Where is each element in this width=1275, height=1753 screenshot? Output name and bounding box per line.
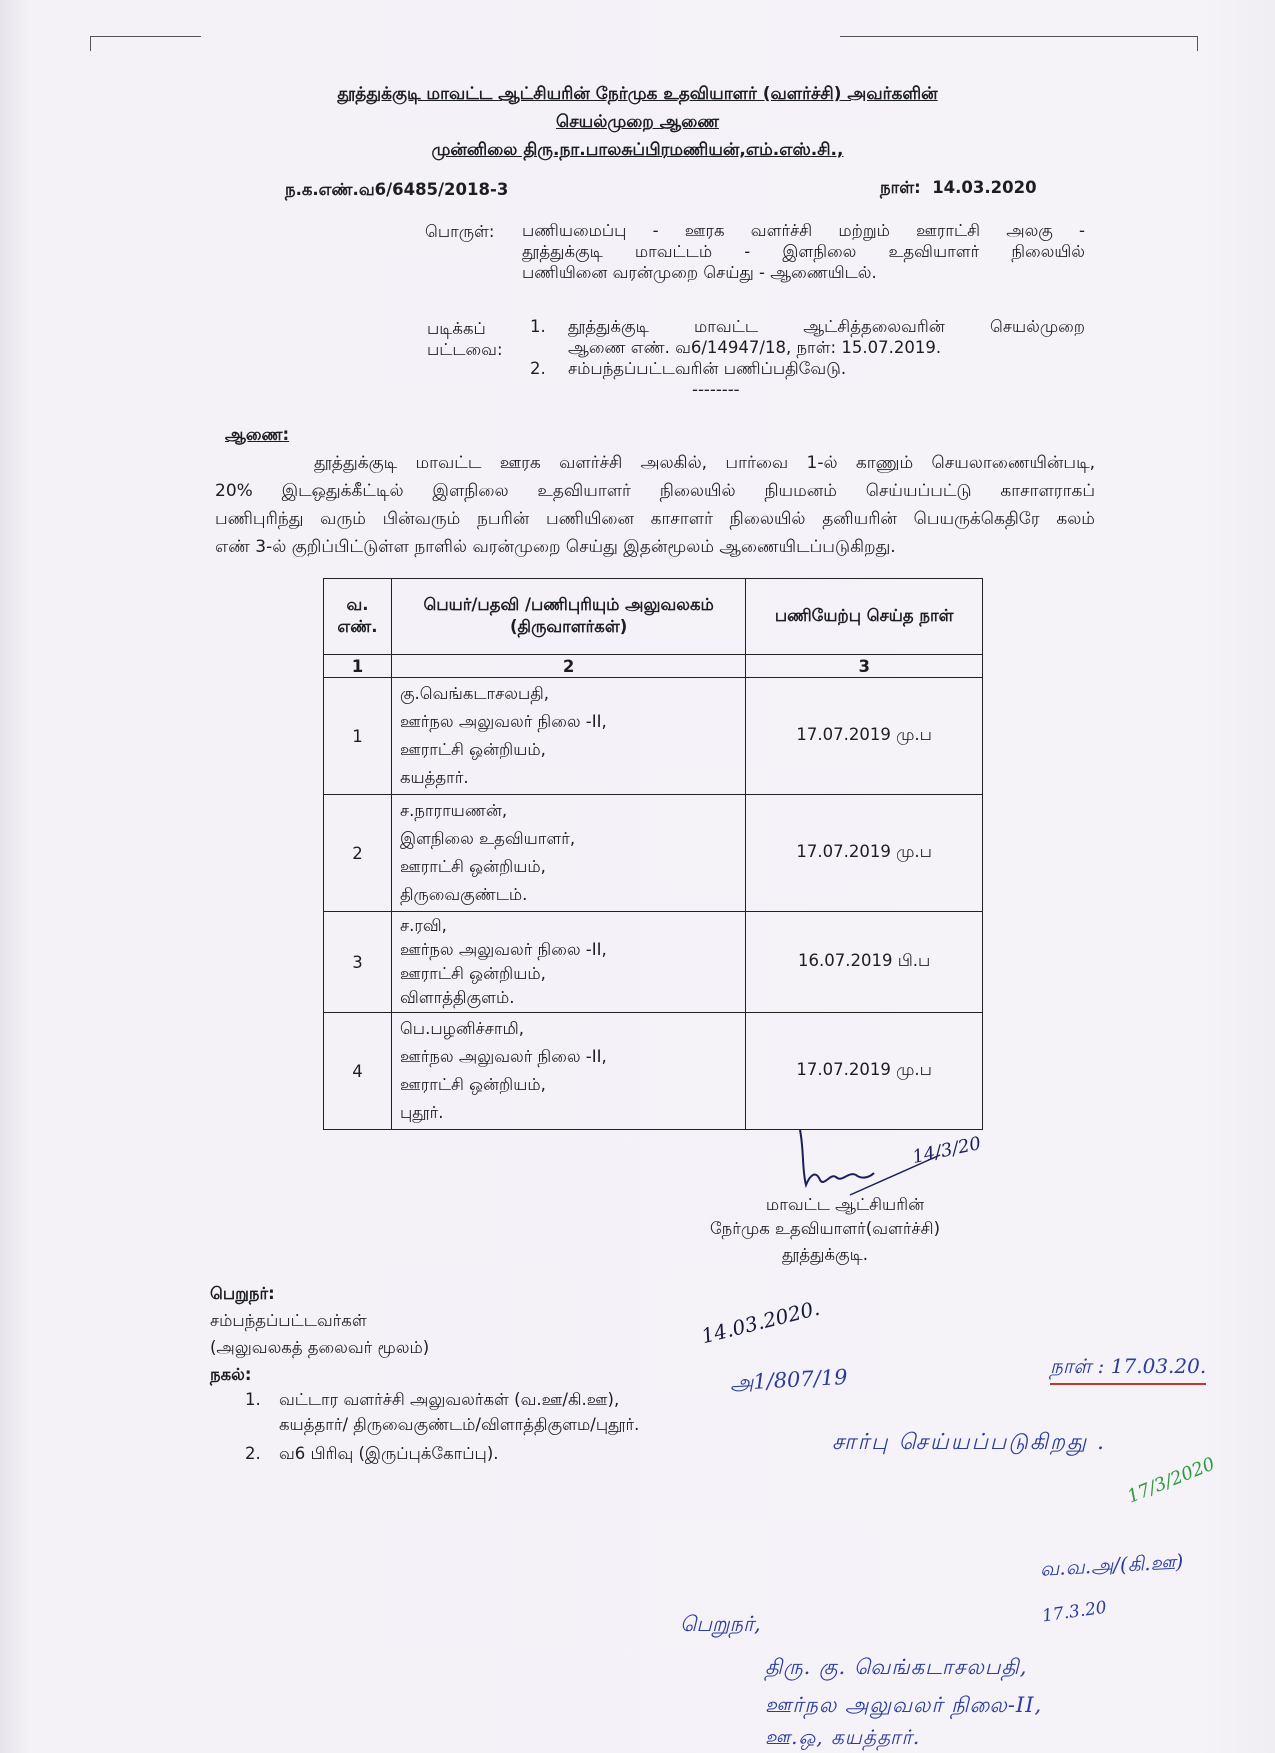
table-row: 4 பெ.பழனிச்சாமி, ஊர்நல அலுவலர் நிலை -II, ஊராட்சி ஒன்றியம், புதூர். 17.07.2019 மு.ப xyxy=(324,1013,983,1130)
order-line: தூத்துக்குடி மாவட்ட ஊரக வளர்ச்சி அலகில், பார்வை 1-ல் காணும் செயலாணையின்படி, xyxy=(314,453,1095,473)
subject-line: பணியினை வரன்முறை செய்து - ஆணையிடல். xyxy=(522,263,877,282)
order-line: எண் 3-ல் குறிப்பிட்டுள்ள நாளில் வரன்முறை செய்து இதன்மூலம் ஆணையிடப்படுகிறது. xyxy=(215,537,896,557)
table-row: 3 ச.ரவி, ஊர்நல அலுவலர் நிலை -II, ஊராட்சி ஒன்றியம், விளாத்திகுளம். 16.07.2019 பி.ப xyxy=(324,912,983,1013)
handwritten-address-line: ஊ.ஒ, கயத்தார். xyxy=(765,1725,921,1749)
table-row: 2 ச.நாராயணன், இளநிலை உதவியாளர், ஊராட்சி ஒன்றியம், திருவைகுண்டம். 17.07.2019 மு.ப xyxy=(324,795,983,912)
handwritten-address-label: பெறுநர், xyxy=(680,1612,761,1636)
handwritten-address-line: ஊர்நல அலுவலர் நிலை-II, xyxy=(765,1693,1043,1717)
handwritten-address-line: திரு. கு. வெங்கடாசலபதி, xyxy=(765,1655,1028,1679)
copy-item: 2. வ6 பிரிவு (இருப்புக்கோப்பு). xyxy=(245,1444,499,1463)
references-divider: -------- xyxy=(692,380,740,399)
handwritten-received-date: நாள் : 17.03.20. xyxy=(1050,1354,1206,1385)
table-column-number-row: 1 2 3 xyxy=(324,655,983,678)
header-line-3: முன்னிலை திரு.நா.பாலசுப்பிரமணியன்,எம்.எஸ்.சி., xyxy=(431,140,844,160)
copies-list xyxy=(245,1387,715,1466)
header-line-2: செயல்முறை ஆணை xyxy=(555,112,719,132)
table-cell-name: பெ.பழனிச்சாமி, ஊர்நல அலுவலர் நிலை -II, ஊராட்சி ஒன்றியம், புதூர். xyxy=(391,1013,745,1130)
handwritten-office-note: வ.வ.அ/(கி.ஊ) xyxy=(1039,1549,1184,1581)
handwritten-date: 14.03.2020. xyxy=(698,1295,822,1349)
column-header-sno: வ. எண். xyxy=(324,579,392,655)
table-cell-date: 17.07.2019 மு.ப xyxy=(746,678,983,795)
date-label: நாள்: xyxy=(880,178,921,197)
file-number: ந.க.எண்.வ6/6485/2018-3 xyxy=(285,180,509,199)
copy-item: 1. வட்டார வளர்ச்சி அலுவலர்கள் (வ.ஊ/கி.ஊ), கயத்தார்/ திருவைகுண்டம்/விளாத்திகுளம/புதூர். xyxy=(245,1390,640,1434)
header-line-1: தூத்துக்குடி மாவட்ட ஆட்சியரின் நேர்முக உதவியாளர் (வளர்ச்சி) அவர்களின் xyxy=(337,84,938,104)
table-row: 1 கு.வெங்கடாசலபதி, ஊர்நல அலுவலர் நிலை -II, ஊராட்சி ஒன்றியம், கயத்தார். 17.07.2019 மு.ப xyxy=(324,678,983,795)
signature-block: மாவட்ட ஆட்சியரின் xyxy=(765,1195,925,1214)
order-heading: ஆணை: xyxy=(225,425,290,444)
page-corner-mark-right xyxy=(840,36,1198,51)
table-cell-date: 17.07.2019 மு.ப xyxy=(746,795,983,912)
table-header-row xyxy=(324,579,983,655)
table-cell-name: ச.நாராயணன், இளநிலை உதவியாளர், ஊராட்சி ஒன்றியம், திருவைகுண்டம். xyxy=(391,795,745,912)
references-list xyxy=(530,316,1085,379)
recipients-block: பெறுநர்: சம்பந்தப்பட்டவர்கள் (அலுவலகத் தலைவர் மூலம்) நகல்: xyxy=(210,1284,430,1384)
table-cell-name: கு.வெங்கடாசலபதி, ஊர்நல அலுவலர் நிலை -II, ஊராட்சி ஒன்றியம், கயத்தார். xyxy=(391,678,745,795)
handwritten-green-note: 17/3/2020 xyxy=(1124,1453,1218,1508)
table-cell-name: ச.ரவி, ஊர்நல அலுவலர் நிலை -II, ஊராட்சி ஒன்றியம், விளாத்திகுளம். xyxy=(391,912,745,1013)
page-corner-mark-left xyxy=(90,36,201,51)
signature-designation: நேர்முக உதவியாளர்(வளர்ச்சி) தூத்துக்குடி. xyxy=(709,1219,941,1264)
handwritten-reference: அ1/807/19 xyxy=(729,1364,849,1396)
references-label: படிக்கப் பட்டவை: xyxy=(427,319,503,359)
appointment-table xyxy=(323,578,983,1130)
reference-item: 2. சம்பந்தப்பட்டவரின் பணிப்பதிவேடு. xyxy=(530,359,847,378)
table-cell-date: 17.07.2019 மு.ப xyxy=(746,1013,983,1130)
column-header-name: பெயர்/பதவி /பணிபுரியும் அலுவலகம் (திருவாளர்கள்) xyxy=(391,579,745,655)
date-line xyxy=(880,178,1037,200)
signature-date: 14/3/20 xyxy=(910,1133,983,1168)
column-header-date: பணியேற்பு செய்த நாள் xyxy=(746,579,983,655)
date-value: 14.03.2020 xyxy=(932,178,1037,197)
subject-line: பணியமைப்பு - ஊரக வளர்ச்சி மற்றும் ஊராட்சி அலகு - xyxy=(522,221,1085,240)
reference-item: 1. தூத்துக்குடி மாவட்ட ஆட்சித்தலைவரின் செயல்முறை ஆணை எண். வ6/14947/18, நாள்: 15.07.2019. xyxy=(530,317,1085,357)
table-cell-date: 16.07.2019 பி.ப xyxy=(746,912,983,1013)
subject-line: தூத்துக்குடி மாவட்டம் - இளநிலை உதவியாளர் நிலையில் xyxy=(522,242,1085,261)
handwritten-action: சார்பு செய்யப்படுகிறது . xyxy=(832,1430,1107,1455)
order-body xyxy=(215,449,1095,561)
subject-label: பொருள்: xyxy=(425,222,495,241)
handwritten-office-date: 17.3.20 xyxy=(1040,1597,1108,1627)
order-line: 20% இடஒதுக்கீட்டில் இளநிலை உதவியாளர் நிலையில் நியமனம் செய்யப்பட்டு காசாளராகப் xyxy=(215,481,1095,501)
order-line: பணிபுரிந்து வரும் பின்வரும் நபரின் பணியினை காசாளர் நிலையில் தனியரின் பெயருக்கெதிரே கலம் xyxy=(215,509,1095,529)
subject-text xyxy=(522,220,1085,283)
